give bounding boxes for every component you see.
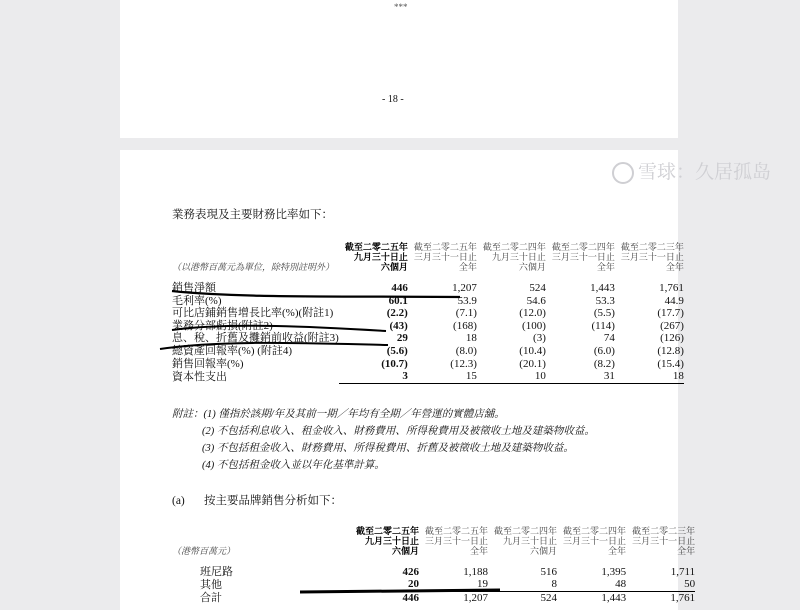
column-header: 九月三十日止: [353, 252, 408, 262]
row-label: 銷售回報率(%): [172, 357, 244, 370]
blank: [172, 242, 339, 252]
column-header: 截至二零二四年: [482, 242, 546, 252]
table-row: [172, 370, 684, 383]
cell-value: (168): [453, 319, 477, 332]
note-4: (4) 不包括租金收入並以年化基準計算。: [202, 459, 385, 471]
cell-value: 53.9: [457, 294, 477, 307]
row-label: 毛利率(%): [172, 294, 222, 307]
cell-value: 1,443: [601, 591, 627, 604]
watermark-text: 雪球：久居孤岛: [638, 161, 772, 183]
column-header: 全年: [608, 545, 627, 556]
cell-value: (12.8): [657, 344, 684, 357]
column-header: 九月三十日止: [503, 535, 558, 546]
cell-value: (17.7): [657, 307, 684, 320]
column-header: 三月三十一日止: [620, 252, 684, 262]
document-page: [120, 150, 696, 610]
row-label: 其他: [200, 578, 222, 591]
table-row: [172, 566, 695, 579]
table-row: [172, 332, 684, 345]
column-header: 全年: [596, 262, 615, 272]
column-header: 截至二零二四年: [563, 525, 627, 536]
blank: [172, 526, 350, 536]
row-label: 銷售淨額: [172, 282, 216, 294]
cell-value: (126): [660, 332, 684, 345]
cell-value: 44.9: [664, 294, 684, 307]
header-row: [172, 262, 684, 272]
watermark: [612, 157, 771, 184]
snowball-logo-icon: [612, 162, 634, 184]
note-1: 附註：(1) 僅指於該期/年及其前一期／年均有全期／年營運的實體店舖。: [172, 408, 505, 420]
cell-value: (10.7): [381, 357, 408, 370]
header-row: [172, 252, 684, 262]
table-row: [172, 320, 684, 333]
section-title: 按主要品牌銷售分析如下：: [204, 494, 342, 507]
section-marker: (a): [172, 494, 185, 507]
column-header: 截至二零二五年: [413, 242, 477, 252]
cell-value: 1,395: [601, 565, 627, 578]
previous-page: [120, 0, 678, 138]
row-label: 資本性支出: [172, 370, 227, 383]
cell-value: (12.0): [519, 307, 546, 320]
row-label: 合計: [200, 591, 222, 604]
section-a-heading: [172, 494, 658, 508]
column-header: 截至二零二三年: [620, 242, 684, 252]
cell-value: (12.3): [450, 357, 477, 370]
intro-heading: 業務表現及主要財務比率如下：: [172, 209, 333, 221]
column-header: 全年: [665, 262, 684, 272]
cell-value: 18: [615, 370, 684, 383]
cell-value: 1,761: [670, 591, 696, 604]
cell-value: 446: [391, 282, 408, 294]
cell-value: 516: [540, 565, 558, 578]
cell-value: 48: [557, 578, 626, 591]
row-label: 班尼路: [200, 565, 233, 578]
cell-value: 1,711: [670, 565, 696, 578]
page-stars: ***: [394, 2, 408, 12]
column-header: 全年: [677, 545, 696, 556]
cell-value: (267): [660, 319, 684, 332]
spacer: [172, 272, 684, 282]
spacer: [172, 556, 695, 566]
column-header: 三月三十一日止: [425, 535, 489, 546]
column-header: 九月三十日止: [365, 535, 420, 546]
cell-value: 29: [396, 332, 408, 345]
footnotes: [172, 406, 658, 474]
column-header: 截至二零二四年: [551, 242, 615, 252]
column-header: 三月三十一日止: [563, 535, 627, 546]
header-row: [172, 526, 695, 536]
cell-value: 1,207: [463, 591, 489, 604]
cell-value: (15.4): [657, 357, 684, 370]
cell-value: (20.1): [519, 357, 546, 370]
cell-value: (43): [389, 319, 408, 332]
column-header: 截至二零二五年: [356, 525, 420, 536]
cell-value: 50: [626, 578, 695, 591]
column-header: 截至二零二四年: [494, 525, 558, 536]
header-row: [172, 536, 695, 546]
column-header: 六個月: [530, 545, 558, 556]
cell-value: 1,761: [659, 282, 684, 294]
cell-value: 31: [546, 370, 615, 383]
cell-value: 15: [408, 370, 477, 383]
table-row: [172, 591, 695, 604]
cell-value: 74: [603, 332, 615, 345]
row-label: 業務分部虧損(附註2): [172, 319, 273, 332]
cell-value: (7.1): [455, 307, 477, 320]
unit-label: （以港幣百萬元為單位，除特別註明外）: [172, 262, 335, 272]
table-row: [172, 282, 684, 295]
header-row: [172, 546, 695, 556]
unit-label: （港幣百萬元）: [172, 545, 236, 556]
column-header: 三月三十一日止: [413, 252, 477, 262]
row-label: 可比店鋪銷售增長比率(%)(附註1): [172, 307, 334, 320]
cell-value: 19: [419, 578, 488, 591]
cell-value: (5.5): [593, 307, 615, 320]
cell-value: 1,207: [452, 282, 477, 294]
cell-value: 446: [402, 591, 420, 604]
brand-sales-table: [172, 526, 695, 605]
financial-ratios-table: [172, 242, 684, 384]
cell-value: 3: [339, 370, 408, 383]
row-label: 息、稅、折舊及攤銷前收益(附註3): [172, 332, 339, 345]
column-header: 截至二零二五年: [344, 242, 408, 252]
blank: [172, 252, 339, 262]
header-row: [172, 242, 684, 252]
cell-value: (114): [591, 319, 615, 332]
cell-value: (2.2): [386, 307, 408, 320]
cell-value: 1,443: [590, 282, 615, 294]
cell-value: 18: [465, 332, 477, 345]
cell-value: 1,188: [463, 565, 489, 578]
cell-value: 524: [540, 591, 558, 604]
cell-value: (3): [533, 332, 546, 345]
cell-value: 524: [529, 282, 546, 294]
spacer-cell: [172, 272, 339, 282]
cell-value: 54.6: [526, 294, 546, 307]
table-row: [172, 578, 695, 591]
blank: [172, 536, 350, 546]
cell-value: 60.1: [388, 294, 408, 307]
cell-value: 20: [350, 578, 419, 591]
table-row: [172, 295, 684, 308]
column-header: 全年: [470, 545, 489, 556]
note-2: (2) 不包括利息收入、租金收入、財務費用、所得稅費用及被徵收土地及建築物收益。: [202, 425, 595, 437]
page-number: - 18 -: [382, 94, 404, 105]
column-header: 三月三十一日止: [632, 535, 696, 546]
row-label: 總資產回報率(%) (附註4): [172, 344, 293, 357]
note-3: (3) 不包括租金收入、財務費用、所得稅費用、折舊及被徵收土地及建築物收益。: [202, 442, 574, 454]
cell-value: (5.6): [386, 344, 408, 357]
cell-value: (8.0): [455, 344, 477, 357]
column-header: 截至二零二五年: [425, 525, 489, 536]
column-header: 九月三十日止: [491, 252, 546, 262]
column-header: 全年: [458, 262, 477, 272]
spacer-cell: [172, 556, 350, 566]
column-header: 六個月: [392, 545, 420, 556]
cell-value: 53.3: [595, 294, 615, 307]
table-row: [172, 345, 684, 358]
cell-value: (8.2): [593, 357, 615, 370]
column-header: 六個月: [518, 262, 546, 272]
cell-value: (100): [522, 319, 546, 332]
column-header: 截至二零二三年: [632, 525, 696, 536]
cell-value: (6.0): [593, 344, 615, 357]
cell-value: 426: [402, 565, 420, 578]
table-row: [172, 307, 684, 320]
cell-value: 8: [488, 578, 557, 591]
cell-value: (10.4): [519, 344, 546, 357]
column-header: 三月三十一日止: [551, 252, 615, 262]
cell-value: 10: [477, 370, 546, 383]
table-row: [172, 358, 684, 371]
column-header: 六個月: [380, 262, 408, 272]
